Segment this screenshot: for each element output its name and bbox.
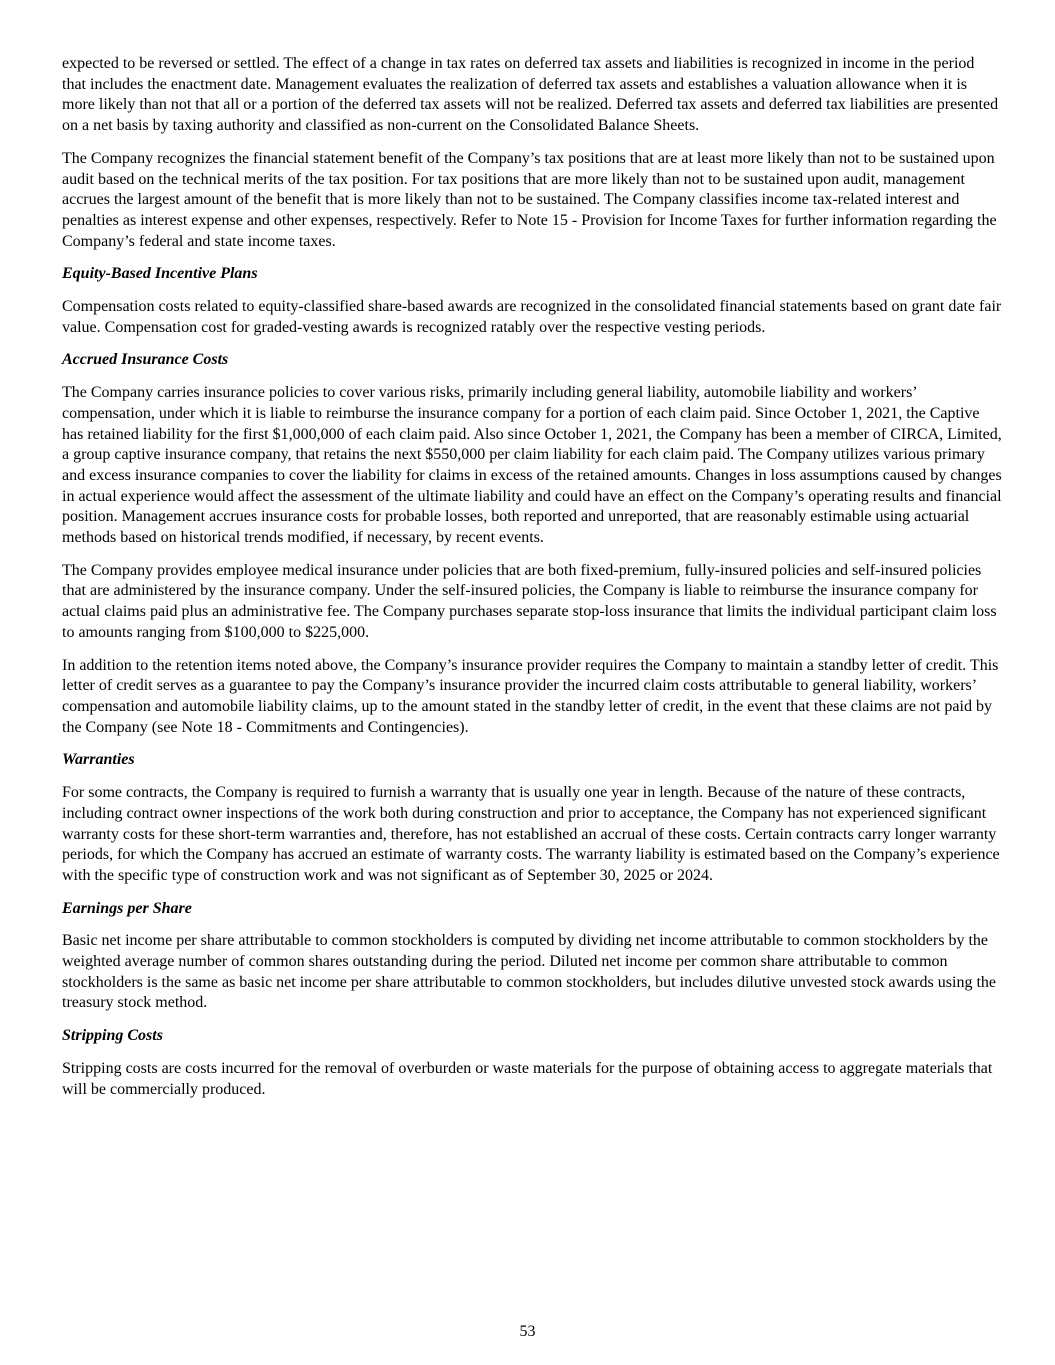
equity-paragraph-1: Compensation costs related to equity-classified share-based awards are recognized in the consolidated financial statements based on grant date fair value. Compensation cost for graded-vesting awards is recognized ratably over the respective vesting periods. [62,298,1002,336]
income-tax-paragraph-2: The Company recognizes the financial statement benefit of the Company’s tax positions that are at least more likely than not to be sustained upon audit based on the technical merits of the tax position. For tax positions that are more likely than not to be sustained upon audit, management accrues the largest amount of the benefit that is more likely than not to be sustained. The Company classifies income tax-related interest and penalties as interest expense and other expenses, respectively. Refer to Note 15 - Provision for Income Taxes for further information regarding the Company’s federal and state income taxes. [62,149,997,250]
page-number: 53 [519,1323,536,1340]
insurance-paragraph-1: The Company carries insurance policies to cover various risks, primarily including general liability, automobile liability and workers’ compensation, under which it is liable to reimburse the insurance company for a portion of each claim paid. Since October 1, 2021, the Captive has retained liability for the first $1,000,000 of each claim paid. Also since October 1, 2021, the Company has been a member of CIRCA, Limited, a group captive insurance company, that retains the next $550,000 per claim liability for each claim paid. The Company utilizes various primary and excess insurance companies to cover the liability for claims in excess of the retained amounts. Changes in loss assumptions caused by changes in actual experience would affect the assessment of the ultimate liability and could have an effect on the Company’s operating results and financial position. Management accrues insurance costs for probable losses, both reported and unreported, that are reasonably estimable using actuarial methods based on historical trends modified, if necessary, by recent events. [62,384,1002,547]
section-heading-accrued-insurance-costs: Accrued Insurance Costs [62,351,229,369]
section-heading-warranties: Warranties [62,751,135,769]
section-heading-earnings-per-share: Earnings per Share [62,899,192,917]
eps-paragraph-1: Basic net income per share attributable to common stockholders is computed by dividing net income attributable to common stockholders by the weighted average number of common shares outstanding during the period. Diluted net income per common share attributable to common stockholders is the same as basic net income per share attributable to common stockholders, but includes dilutive unvested stock awards using the treasury stock method. [62,932,996,1012]
warranties-paragraph-1: For some contracts, the Company is required to furnish a warranty that is usually one year in length. Because of the nature of these contracts, including contract owner inspections of the work both during construction and prior to acceptance, the Company has not experienced significant warranty costs for these short-term warranties and, therefore, has not established an accrual of these costs. Certain contracts carry longer warranty periods, for which the Company has accrued an estimate of warranty costs. The warranty liability is estimated based on the Company’s experience with the specific type of construction work and was not significant as of September 30, 2025 or 2024. [62,784,1000,884]
stripping-paragraph-1: Stripping costs are costs incurred for the removal of overburden or waste materials for the purpose of obtaining access to aggregate materials that will be commercially produced. [62,1059,993,1098]
document-page [62,54,1002,1112]
insurance-paragraph-2: The Company provides employee medical insurance under policies that are both fixed-premium, fully-insured policies and self-insured policies that are administered by the insurance company. Under the self-insured policies, the Company is liable to reimburse the insurance company for actual claims paid plus an administrative fee. The Company purchases separate stop-loss insurance that limits the individual participant claim loss to amounts ranging from $100,000 to $225,000. [62,561,997,641]
insurance-paragraph-3: In addition to the retention items noted above, the Company’s insurance provider requires the Company to maintain a standby letter of credit. This letter of credit serves as a guarantee to pay the Company’s insurance provider the incurred claim costs attributable to general liability, workers’ compensation and automobile liability claims, up to the amount stated in the standby letter of credit, in the event that these claims are not paid by the Company (see Note 18 - Commitments and Contingencies). [62,656,999,736]
section-heading-stripping-costs: Stripping Costs [62,1027,163,1045]
income-tax-paragraph-1: expected to be reversed or settled. The effect of a change in tax rates on deferred tax assets and liabilities is recognized in income in the period that includes the enactment date. Management evaluates the realization of deferred tax assets and establishes a valuation allowance when it is more likely than not that all or a portion of the deferred tax assets will not be realized. Deferred tax assets and deferred tax liabilities are presented on a net basis by taxing authority and classified as non-current on the Consolidated Balance Sheets. [62,55,999,135]
section-heading-equity-based-incentive-plans: Equity-Based Incentive Plans [62,265,258,283]
